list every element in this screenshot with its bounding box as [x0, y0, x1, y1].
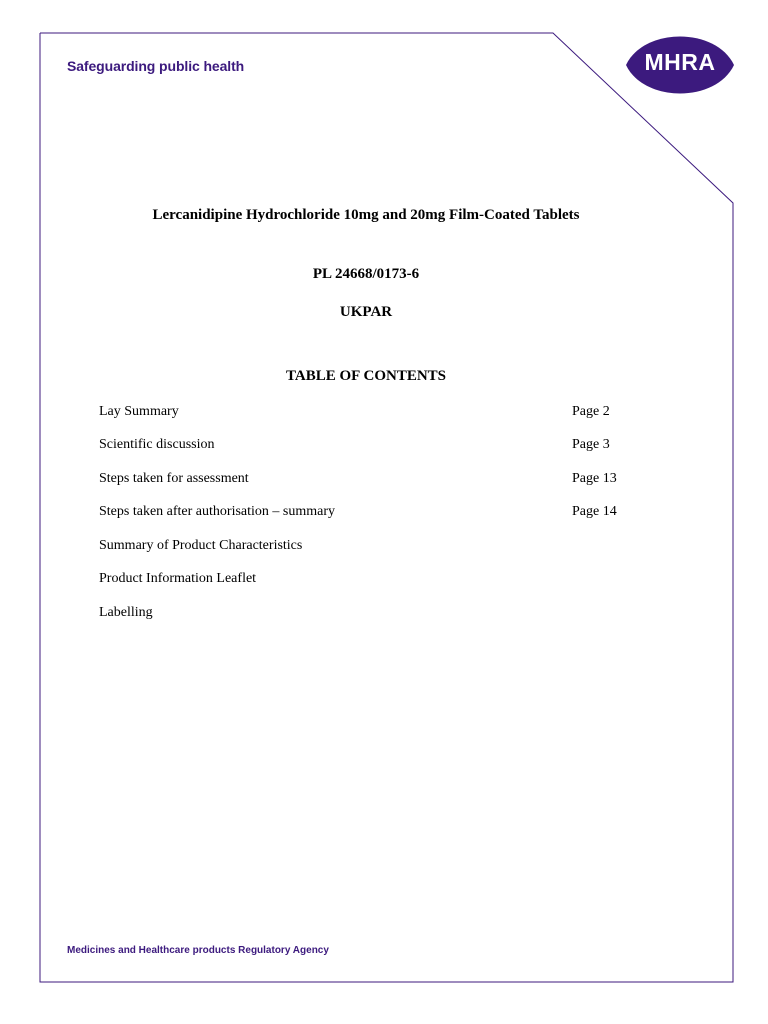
- footer-agency: Medicines and Healthcare products Regulatory Agency: [67, 945, 329, 956]
- toc-item-label: Steps taken for assessment: [99, 471, 249, 486]
- toc-item-page: Page 2: [572, 404, 610, 419]
- toc-item-label: Product Information Leaflet: [99, 571, 257, 586]
- mhra-logo-text: MHRA: [644, 49, 716, 75]
- toc-item-label: Labelling: [99, 605, 153, 620]
- toc-item-page: Page 3: [572, 437, 610, 452]
- toc-item-label: Scientific discussion: [99, 437, 215, 452]
- toc-item-page: Page 14: [572, 504, 617, 519]
- licence-number: PL 24668/0173-6: [312, 266, 420, 282]
- report-type: UKPAR: [339, 304, 393, 320]
- toc-item-label: Lay Summary: [99, 404, 179, 419]
- toc-item-label: Steps taken after authorisation – summary: [99, 504, 335, 519]
- toc-item-label: Summary of Product Characteristics: [99, 538, 303, 553]
- toc-item-page: Page 13: [572, 471, 617, 486]
- toc-heading: TABLE OF CONTENTS: [285, 368, 447, 384]
- header-tagline: Safeguarding public health: [67, 58, 245, 74]
- document-title: Lercanidipine Hydrochloride 10mg and 20mg Film-Coated Tablets: [152, 207, 580, 223]
